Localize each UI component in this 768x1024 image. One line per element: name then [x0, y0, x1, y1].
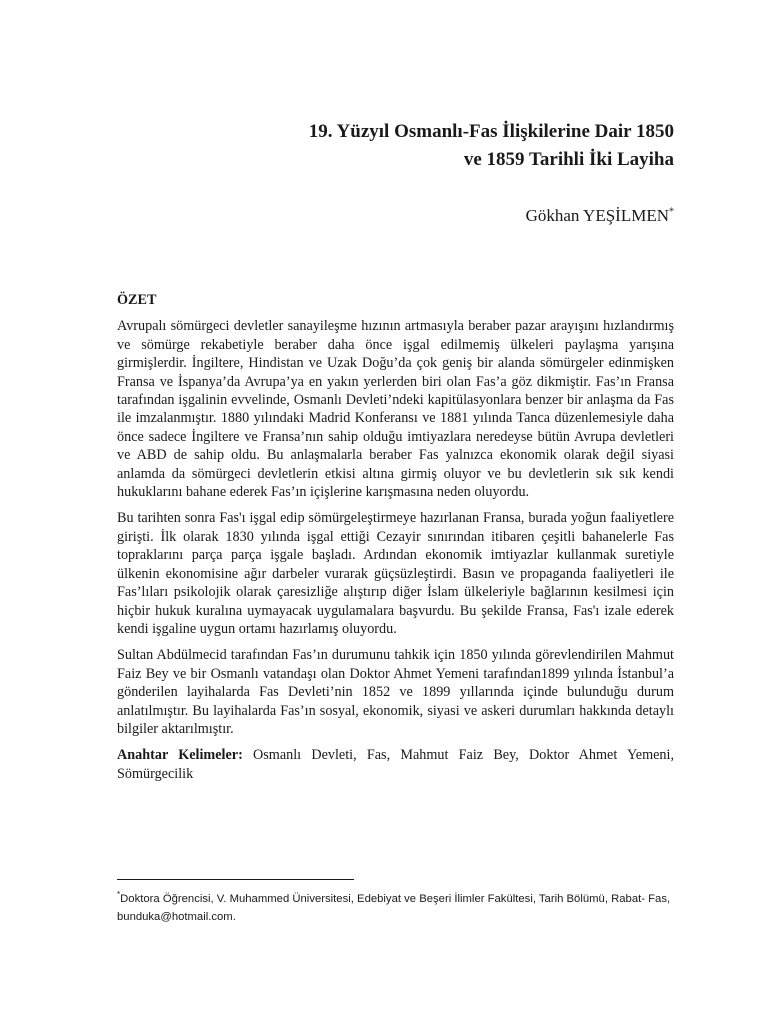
keywords-label: Anahtar Kelimeler:: [117, 747, 243, 764]
keywords-line: [117, 746, 674, 783]
abstract-paragraph-1: Avrupalı sömürgeci devletler sanayileşme hızının artmasıyla beraber pazar arayışını hızlandırmış ve sömürge rekabetiyle beraber daha önce işgal edilmemiş ülkeleri paylaşma yarışına girmişlerdir. İngiltere, Hindistan ve Uzak Doğu’da çok geniş bir alanda sömürgeler edinmişken Fransa ve İspanya’da Avrupa’ya en yakın yerlerden biri olan Fas’a göz dikmiştir. Fas’ın Fransa tarafından işgalinin evvelinde, Osmanlı Devleti’ndeki kapitülasyonlara benzer bir anlaşma da Fas ile imzalanmıştır. 1880 yılındaki Madrid Konferansı ve 1881 yılında Tanca düzenlemesiyle daha önce sadece İngiltere ve Fransa’nın sahip olduğu imtiyazlara neredeyse bütün Avrupa devletleri ve ABD de sahip oldu. Bu anlaşmalarla beraber Fas yalnızca ekonomik olarak değil siyasi anlamda da sömürgeci devletlerin etkisi altına girmiş oluyor ve bu devletlerin sık sık kendi hukuklarını bahane ederek Fas’ın içişlerine karışmasına neden oluyordu.: [117, 318, 674, 501]
footnote: [117, 886, 674, 926]
author-footnote-mark: *: [669, 206, 674, 218]
paper-title: [150, 118, 674, 174]
title-line-2: ve 1859 Tarihli İki Layiha: [463, 149, 674, 170]
abstract-section: [117, 291, 674, 791]
abstract-paragraph-2: Bu tarihten sonra Fas'ı işgal edip sömürgeleştirmeye hazırlanan Fransa, burada yoğun faaliyetlere girişti. İlk olarak 1830 yılında işgal ettiği Cezayir sınırından itibaren çeşitli bahanelerle Fas topraklarını parça parça işgale başladı. Ardından ekonomik imtiyazlar kullanmak suretiyle ülkenin ekonomisine ağır darbeler vurarak güçsüzleştirdi. Basın ve propaganda faaliyetleri ile Fas’lıları psikolojik olarak çaresizliğe alıştırıp diğer İslam ülkeleriyle bağlarının kesilmesi için hiçbir hukuk kuralına uymayacak uygulamalara başvurdu. Bu şekilde Fransa, Fas'ı izale ederek kendi işgaline uygun ortamı hazırlamış oluyordu.: [117, 510, 674, 637]
footnote-text: Doktora Öğrencisi, V. Muhammed Üniversitesi, Edebiyat ve Beşeri İlimler Fakültesi, Tarih Bölümü, Rabat- Fas, bunduka@hotmail.com.: [117, 892, 671, 923]
abstract-paragraph-3: Sultan Abdülmecid tarafından Fas’ın durumunu tahkik için 1850 yılında görevlendirilen Mahmut Faiz Bey ve bir Osmanlı vatandaşı olan Doktor Ahmet Yemeni tarafından1899 yılında İstanbul’a gönderilen layihalarda Fas Devleti’nin 1852 ve 1899 yıllarında içinde bulunduğu durum anlatılmıştır. Bu layihalarda Fas’ın sosyal, ekonomik, siyasi ve askeri durumları hakkında detaylı bilgiler aktarılmıştır.: [117, 647, 674, 737]
author-name: Gökhan YEŞİLMEN: [525, 206, 669, 225]
title-line-1: 19. Yüzyıl Osmanlı-Fas İlişkilerine Dair 1850: [308, 121, 674, 142]
footnote-divider: [117, 879, 354, 880]
author-line: [300, 206, 674, 226]
keywords-list: Osmanlı Devleti, Fas, Mahmut Faiz Bey, Doktor Ahmet Yemeni, Sömürgecilik: [117, 747, 675, 782]
abstract-heading: ÖZET: [117, 292, 157, 308]
footnote-mark: *: [117, 890, 121, 899]
